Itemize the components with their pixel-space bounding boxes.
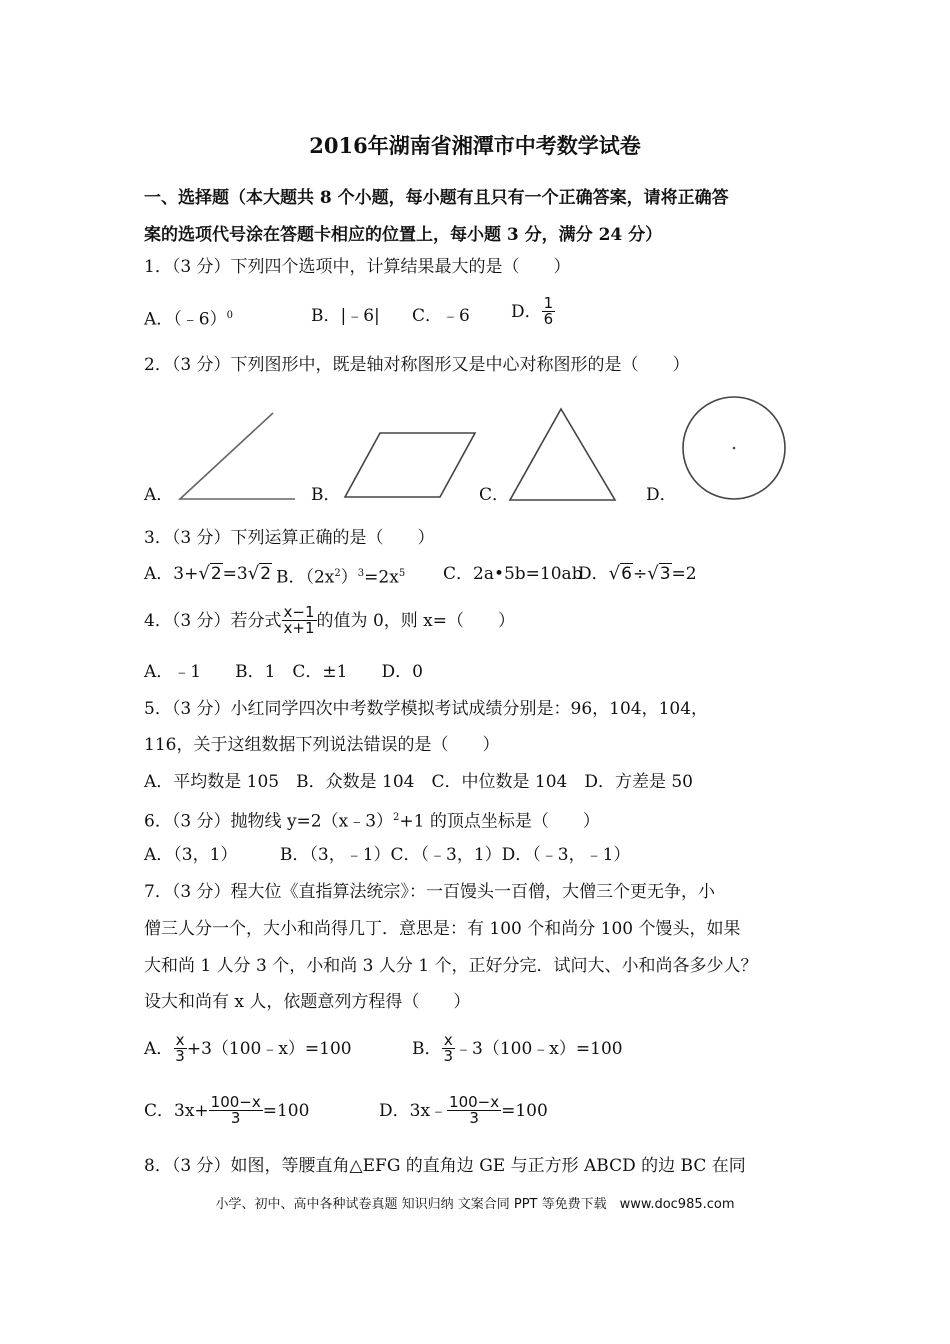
q1-option-d [511, 296, 555, 327]
q7-line1: 7．（3 分）程大位《直指算法统宗》：一百馒头一百僧，大僧三个更无争，小 [144, 882, 716, 902]
q1-stem: 1．（3 分）下列四个选项中，计算结果最大的是（ ） [144, 257, 571, 277]
q7-c-post: =100 [262, 1100, 310, 1121]
q6-post: +1 的顶点坐标是（ ） [399, 811, 600, 832]
q3-d-sqrt2 [647, 564, 671, 584]
q3-b-exp2: 3 [357, 568, 365, 579]
q5-line2: 116，关于这组数据下列说法错误的是（ ） [144, 735, 500, 755]
q1-d-numerator: 1 [543, 294, 554, 312]
circle-figure [680, 395, 790, 505]
q7-b-pre: B． [412, 1038, 442, 1059]
q3-d-radicand2: 3 [659, 564, 671, 584]
q7-line3: 大和尚 1 人分 3 个，小和尚 3 人分 1 个，正好分完．试问大、小和尚各多少人？ [144, 956, 758, 976]
q7-option-b [412, 1033, 623, 1064]
page-title: 2016年湖南省湘潭市中考数学试卷 [309, 133, 641, 158]
q8-stem: 8．（3 分）如图，等腰直角△EFG 的直角边 GE 与正方形 ABCD 的边 BC 在同 [144, 1156, 746, 1176]
q4-denominator: x+1 [283, 619, 315, 637]
q3-option-d [578, 564, 697, 584]
q7-option-c [144, 1095, 309, 1126]
q2-option-b: B． [311, 485, 341, 505]
q7-b-fraction [442, 1033, 456, 1064]
q2-option-a: A． [144, 485, 174, 505]
q7-c-denominator: 3 [230, 1109, 241, 1127]
q3-a-radicand: 2 [210, 564, 222, 584]
q3-stem: 3．（3 分）下列运算正确的是（ ） [144, 528, 435, 548]
q4-stem [144, 605, 515, 636]
sqrt-icon: √ [198, 563, 210, 584]
q7-d-numerator: 100−x [449, 1093, 500, 1111]
q6-exp: 2 [393, 812, 400, 823]
q1-option-a-text: A．（﹣6） [144, 309, 227, 330]
q4-options: A．﹣1 B．1 C．±1 D．0 [144, 662, 423, 682]
q6-options: A．（3，1） B．（3，﹣1）C．（﹣3，1）D．（﹣3，﹣1） [144, 845, 631, 865]
q7-d-fraction [447, 1095, 501, 1126]
q3-b-post: =2x [364, 567, 399, 588]
sqrt-icon: √ [608, 563, 621, 584]
q1-option-c: C．﹣6 [412, 306, 470, 326]
q3-a-radicand2: 2 [260, 564, 272, 584]
q1-option-b: B．|﹣6| [311, 306, 380, 326]
q7-a-pre: A． [144, 1038, 174, 1059]
q1-option-d-fraction [542, 296, 556, 327]
q7-option-a [144, 1033, 352, 1064]
q3-d-sqrt [609, 564, 633, 584]
q1-option-a [144, 306, 233, 330]
q4-post: 的值为 0，则 x=（ ） [316, 610, 516, 631]
q7-b-denominator: 3 [443, 1047, 454, 1065]
q3-a-mid: =3 [222, 564, 248, 584]
q3-d-pre: D． [578, 564, 609, 584]
q3-b-mid: ） [340, 567, 358, 588]
sqrt-icon: √ [647, 563, 659, 584]
q3-d-radicand: 6 [621, 564, 632, 584]
parallelogram-figure [340, 428, 480, 502]
triangle-figure [505, 405, 620, 504]
section-heading-line1: 一、选择题（本大题共 8 个小题，每小题有且只有一个正确答案，请将正确答 [144, 188, 729, 208]
q7-c-pre: C．3x+ [144, 1100, 209, 1121]
q7-d-post: =100 [501, 1100, 548, 1121]
q7-a-denominator: 3 [175, 1047, 185, 1065]
q7-d-pre: D．3x﹣ [379, 1100, 448, 1121]
q3-a-sqrt2 [248, 564, 272, 584]
q7-d-denominator: 3 [469, 1109, 479, 1127]
sqrt-icon: √ [247, 563, 260, 584]
q6-stem [144, 808, 600, 832]
q3-b-exp3: 5 [398, 568, 406, 579]
q7-line4: 设大和尚有 x 人，依题意列方程得（ ） [144, 992, 471, 1012]
q3-a-pre: A．3+ [144, 564, 199, 584]
q7-c-fraction [209, 1095, 263, 1126]
q5-options: A．平均数是 105 B．众数是 104 C．中位数是 104 D．方差是 50 [144, 772, 693, 792]
q4-pre: 4．（3 分）若分式 [144, 610, 282, 631]
q3-option-a [144, 564, 272, 584]
section-heading-line2: 案的选项代号涂在答题卡相应的位置上，每小题 3 分，满分 24 分） [144, 225, 663, 245]
q5-line1: 5．（3 分）小红同学四次中考数学模拟考试成绩分别是：96，104，104， [144, 699, 709, 719]
q7-b-numerator: x [443, 1031, 453, 1049]
q2-option-d: D． [646, 485, 677, 505]
q7-a-fraction [173, 1033, 187, 1064]
q3-d-post: =2 [671, 564, 697, 584]
page-footer: 小学、初中、高中各种试卷真题 知识归纳 文案合同 PPT 等免费下载 www.doc985.com [215, 1197, 735, 1212]
q7-line2: 僧三人分一个，大小和尚得几丁．意思是：有 100 个和尚分 100 个馒头，如果 [144, 919, 741, 939]
q7-option-d [379, 1095, 548, 1126]
q7-c-numerator: 100−x [210, 1093, 261, 1111]
q6-pre: 6．（3 分）抛物线 y=2（x﹣3） [144, 811, 394, 832]
q7-b-post: ﹣3（100﹣x）=100 [455, 1038, 623, 1059]
q1-d-denominator: 6 [543, 310, 554, 328]
q3-b-pre: B．（2x [276, 567, 335, 588]
q7-a-post: +3（100﹣x）=100 [186, 1038, 352, 1059]
q3-option-c: C．2a•5b=10ab [443, 564, 583, 584]
q2-option-c: C． [479, 485, 510, 505]
q4-fraction [282, 605, 317, 636]
q3-a-sqrt [198, 564, 222, 584]
q1-option-d-label: D． [511, 301, 542, 322]
q2-stem: 2．（3 分）下列图形中，既是轴对称图形又是中心对称图形的是（ ） [144, 355, 690, 375]
angle-figure [175, 408, 300, 503]
q3-d-div: ÷ [632, 564, 648, 584]
q3-b-exp1: 2 [334, 568, 341, 579]
q1-option-a-exp: 0 [226, 310, 233, 321]
q7-a-numerator: x [175, 1031, 185, 1049]
q3-option-b [276, 564, 405, 588]
q4-numerator: x−1 [283, 603, 315, 621]
